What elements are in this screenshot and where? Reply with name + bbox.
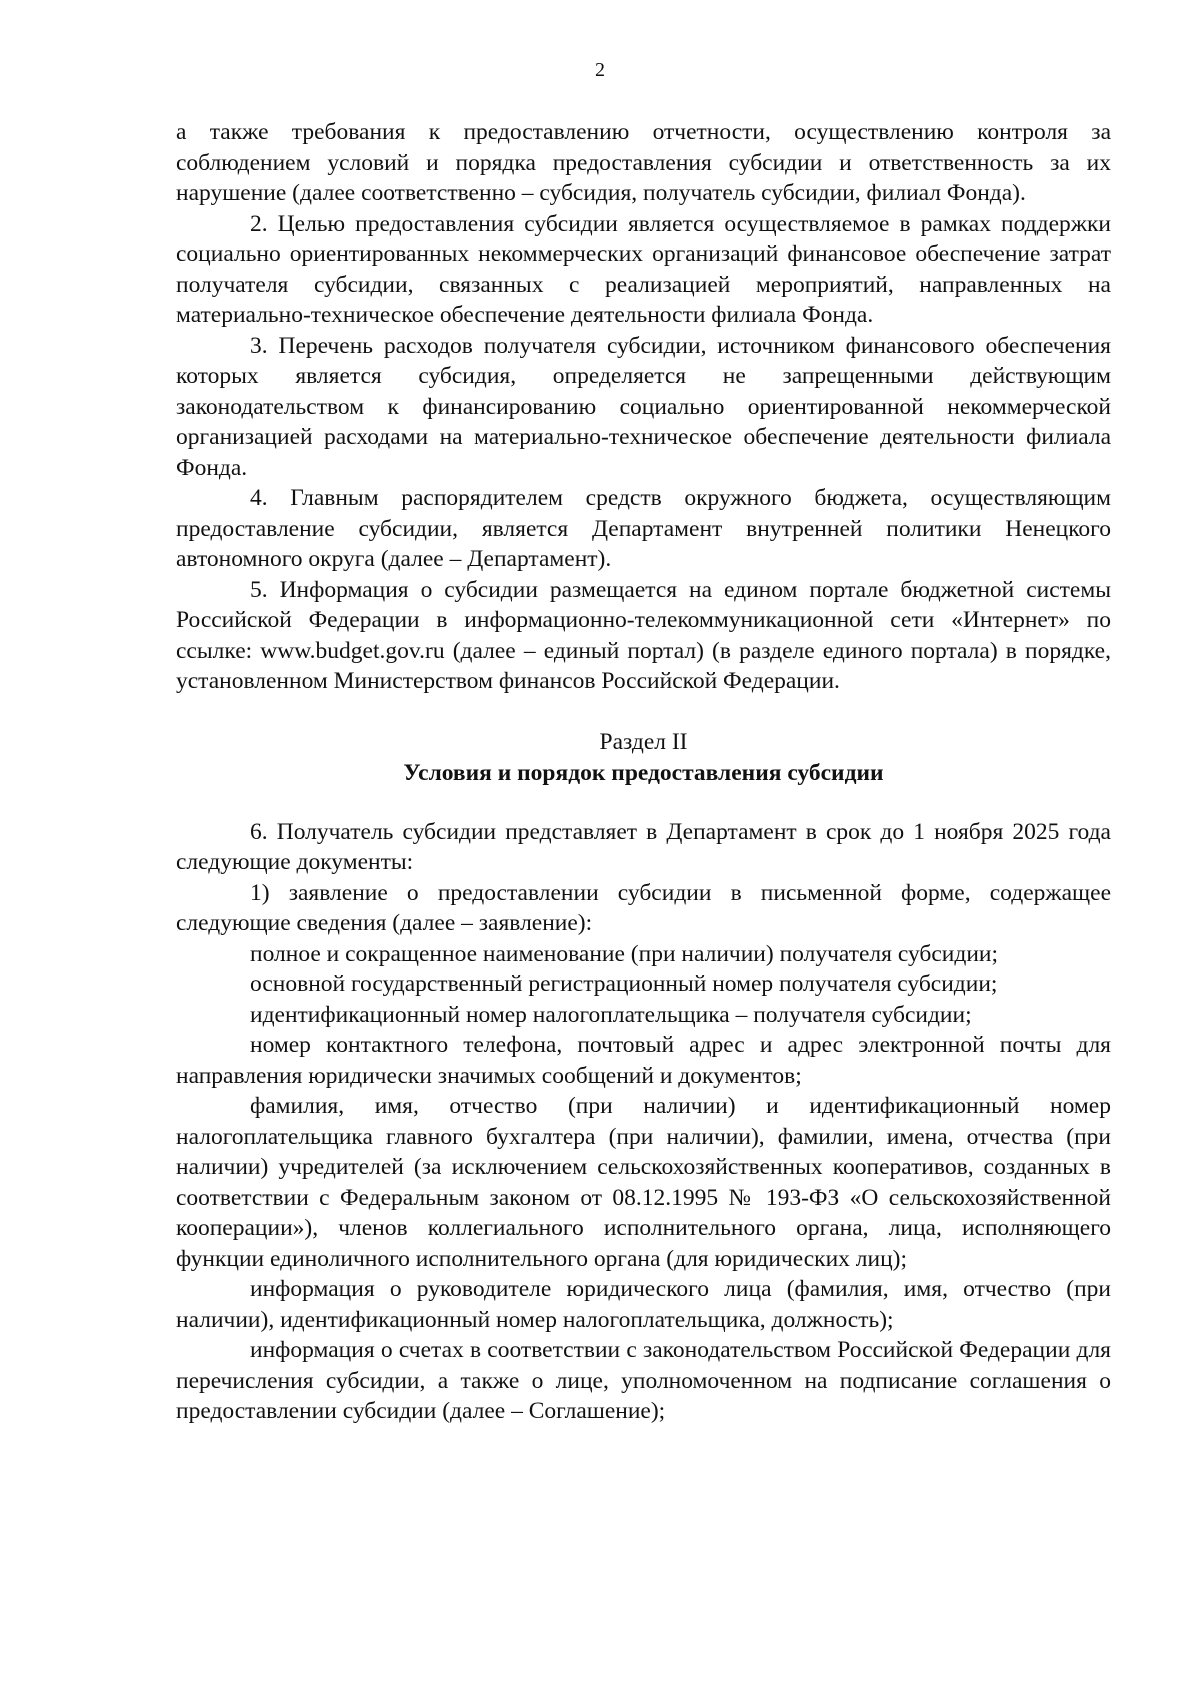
paragraph: а также требования к предоставлению отчетности, осуществлению контроля за соблюдением условий и порядка предоставления субсидии и ответственность за их нарушение (далее соответственно – субсидия, получатель субсидии, филиал Фонда).	[176, 119, 1111, 206]
paragraph: номер контактного телефона, почтовый адрес и адрес электронной почты для направления юридически значимых сообщений и документов;	[176, 1032, 1111, 1089]
section-number: Раздел II	[599, 728, 688, 755]
paragraph: информация о счетах в соответствии с законодательством Российской Федерации для перечисления субсидии, а также о лице, уполномоченном на подписание соглашения о предоставлении субсидии (далее – Соглашение);	[176, 1337, 1111, 1424]
section-title: Условия и порядок предоставления субсидии	[403, 759, 884, 786]
paragraph: фамилия, имя, отчество (при наличии) и идентификационный номер налогоплательщика главного бухгалтера (при наличии), фамилии, имена, отчества (при наличии) учредителей (за исключением сельскохозяйственных кооперативов, созданных в соответствии с Федеральным законом от 08.12.1995 № 193-ФЗ «О сельскохозяйственной кооперации»), членов коллегиального исполнительного органа, лица, исполняющего функции единоличного исполнительного органа (для юридических лиц);	[176, 1093, 1111, 1272]
paragraph: 6. Получатель субсидии представляет в Департамент в срок до 1 ноября 2025 года следующие документы:	[176, 818, 1111, 875]
paragraph: основной государственный регистрационный номер получателя субсидии;	[250, 971, 998, 997]
paragraph: полное и сокращенное наименование (при наличии) получателя субсидии;	[250, 940, 998, 967]
paragraph: 4. Главным распорядителем средств окружного бюджета, осуществляющим предоставление субсидии, является Департамент внутренней политики Ненецкого автономного округа (далее – Департамент).	[176, 485, 1111, 572]
paragraph: идентификационный номер налогоплательщика – получателя субсидии;	[250, 1001, 972, 1028]
paragraph: 5. Информация о субсидии размещается на едином портале бюджетной системы Российской Федерации в информационно-телекоммуникационной сети «Интернет» по ссылке: www.budget.gov.ru (далее – единый портал) (в разделе единого портала) в порядке, установленном Министерством финансов Российской Федерации.	[176, 576, 1111, 694]
paragraph: 3. Перечень расходов получателя субсидии, источником финансового обеспечения которых является субсидия, определяется не запрещенными действующим законодательством к финансированию социально ориентированной некоммерческой организацией расходами на материально-техническое обеспечение деятельности филиала Фонда.	[176, 332, 1111, 481]
page-number: 2	[595, 59, 605, 81]
paragraph: 1) заявление о предоставлении субсидии в письменной форме, содержащее следующие сведения (далее – заявление):	[176, 879, 1111, 936]
document-body	[176, 117, 1111, 1427]
paragraph: 2. Целью предоставления субсидии является осуществляемое в рамках поддержки социально ориентированных некоммерческих организаций финансовое обеспечение затрат получателя субсидии, связанных с реализацией мероприятий, направленных на материально-техническое обеспечение деятельности филиала Фонда.	[176, 210, 1111, 328]
paragraph: информация о руководителе юридического лица (фамилия, имя, отчество (при наличии), идентификационный номер налогоплательщика, должность);	[176, 1276, 1111, 1333]
